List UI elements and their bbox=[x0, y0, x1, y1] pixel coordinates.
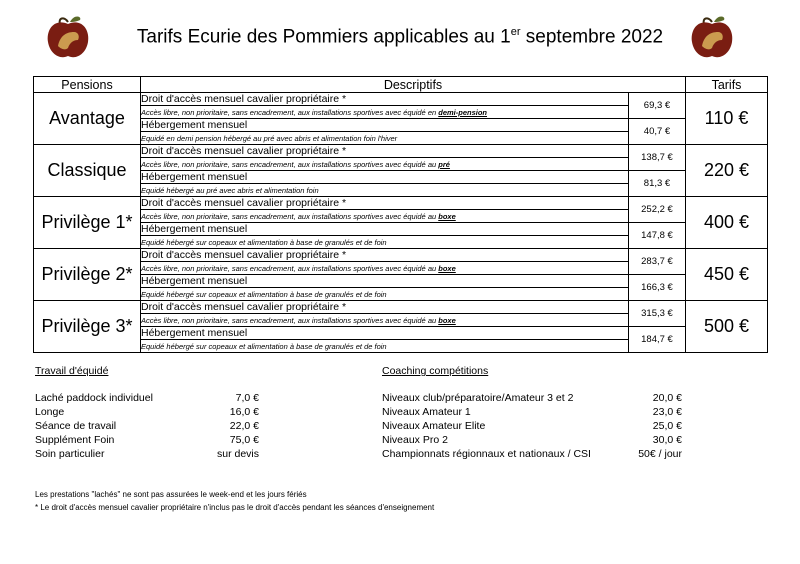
travail-title: Travail d'équidé bbox=[35, 365, 109, 377]
list-item-label: Niveaux Pro 2 bbox=[382, 434, 448, 446]
hebergement-label: Hébergement mensuel bbox=[141, 171, 629, 184]
tarif-total: 500 € bbox=[686, 301, 768, 353]
hebergement-label: Hébergement mensuel bbox=[141, 119, 629, 132]
hebergement-note: Equidé en demi pension hébergé au pré avec abris et alimentation foin l'hiver bbox=[141, 132, 629, 145]
footnote-droit-acces: * Le droit d'accès mensuel cavalier propriétaire n'inclus pas le droit d'accès pendant les séances d'enseignement bbox=[35, 503, 435, 512]
pension-row bbox=[34, 197, 768, 210]
tarif-total: 450 € bbox=[686, 249, 768, 301]
acces-label: Droit d'accès mensuel cavalier propriétaire * bbox=[141, 145, 629, 158]
list-item bbox=[35, 391, 259, 405]
acces-price: 138,7 € bbox=[629, 145, 686, 171]
pension-name: Privilège 3* bbox=[34, 301, 141, 353]
hebergement-label: Hébergement mensuel bbox=[141, 223, 629, 236]
list-item-label: Niveaux club/préparatoire/Amateur 3 et 2 bbox=[382, 392, 574, 404]
acces-label: Droit d'accès mensuel cavalier propriétaire * bbox=[141, 301, 629, 314]
tarif-total: 110 € bbox=[686, 93, 768, 145]
list-item-label: Séance de travail bbox=[35, 420, 117, 432]
list-item bbox=[35, 419, 259, 433]
pension-name: Classique bbox=[34, 145, 141, 197]
pension-row bbox=[34, 249, 768, 262]
acces-label: Droit d'accès mensuel cavalier propriétaire * bbox=[141, 197, 629, 210]
list-item bbox=[382, 433, 682, 447]
pricing-table bbox=[33, 76, 768, 353]
acces-label: Droit d'accès mensuel cavalier propriétaire * bbox=[141, 93, 629, 106]
header-pensions: Pensions bbox=[34, 77, 141, 93]
list-item bbox=[35, 433, 259, 447]
table-header-row bbox=[34, 77, 768, 93]
acces-note bbox=[141, 262, 629, 275]
acces-note-text: Accès libre, non prioritaire, sans encadrement, aux installations sportives avec équidé au bbox=[141, 159, 439, 169]
pension-name: Avantage bbox=[34, 93, 141, 145]
acces-note bbox=[141, 158, 629, 171]
list-item-value: 25,0 € bbox=[652, 420, 682, 432]
hebergement-row bbox=[34, 119, 768, 132]
list-item-value: sur devis bbox=[216, 448, 259, 460]
list-item-label: Longe bbox=[35, 406, 65, 418]
pension-name: Privilège 2* bbox=[34, 249, 141, 301]
hebergement-row bbox=[34, 223, 768, 236]
pension-row bbox=[34, 93, 768, 106]
list-item bbox=[35, 447, 259, 461]
acces-note-text: Accès libre, non prioritaire, sans encadrement, aux installations sportives avec équidé au bbox=[141, 211, 439, 221]
list-item-label: Championnats régionnaux et nationaux / CSI bbox=[382, 448, 591, 460]
hebergement-price: 166,3 € bbox=[629, 275, 686, 301]
list-item-value: 23,0 € bbox=[652, 406, 682, 418]
acces-label: Droit d'accès mensuel cavalier propriétaire * bbox=[141, 249, 629, 262]
table-body bbox=[34, 93, 768, 353]
acces-note-bold: boxe bbox=[438, 315, 456, 325]
list-item bbox=[382, 447, 682, 461]
list-item-label: Niveaux Amateur 1 bbox=[382, 406, 471, 418]
list-item bbox=[382, 405, 682, 419]
hebergement-price: 184,7 € bbox=[629, 327, 686, 353]
hebergement-note: Equidé hébergé sur copeaux et alimentation à base de granulés et de foin bbox=[141, 288, 629, 301]
hebergement-row bbox=[34, 275, 768, 288]
acces-price: 315,3 € bbox=[629, 301, 686, 327]
hebergement-row bbox=[34, 327, 768, 340]
travail-list bbox=[35, 391, 259, 461]
acces-note-bold: boxe bbox=[438, 263, 456, 273]
hebergement-label: Hébergement mensuel bbox=[141, 327, 629, 340]
coaching-title: Coaching compétitions bbox=[382, 365, 489, 377]
hebergement-note: Equidé hébergé sur copeaux et alimentation à base de granulés et de foin bbox=[141, 340, 629, 353]
hebergement-label: Hébergement mensuel bbox=[141, 275, 629, 288]
list-item-value: 20,0 € bbox=[652, 392, 682, 404]
acces-note-bold: pré bbox=[438, 159, 450, 169]
list-item bbox=[382, 419, 682, 433]
list-item-value: 50€ / jour bbox=[638, 448, 682, 460]
list-item-label: Niveaux Amateur Elite bbox=[382, 420, 486, 432]
acces-note-text: Accès libre, non prioritaire, sans encadrement, aux installations sportives avec équidé en bbox=[141, 107, 439, 117]
list-item-value: 30,0 € bbox=[652, 434, 682, 446]
list-item-value: 7,0 € bbox=[235, 392, 259, 404]
hebergement-note: Equidé hébergé au pré avec abris et alimentation foin bbox=[141, 184, 629, 197]
title-main: Tarifs Ecurie des Pommiers applicables au 1 bbox=[136, 26, 511, 48]
acces-note bbox=[141, 314, 629, 327]
acces-note-text: Accès libre, non prioritaire, sans encadrement, aux installations sportives avec équidé au bbox=[141, 263, 439, 273]
acces-note bbox=[141, 106, 629, 119]
pension-row bbox=[34, 301, 768, 314]
acces-note-text: Accès libre, non prioritaire, sans encadrement, aux installations sportives avec équidé au bbox=[141, 315, 439, 325]
list-item-label: Soin particulier bbox=[35, 448, 105, 460]
header-descriptifs: Descriptifs bbox=[141, 77, 686, 93]
hebergement-price: 147,8 € bbox=[629, 223, 686, 249]
list-item-value: 22,0 € bbox=[229, 420, 259, 432]
hebergement-price: 40,7 € bbox=[629, 119, 686, 145]
pension-name: Privilège 1* bbox=[34, 197, 141, 249]
coaching-list bbox=[382, 391, 682, 461]
list-item-label: Supplément Foin bbox=[35, 434, 115, 446]
hebergement-row bbox=[34, 171, 768, 184]
acces-note-bold: boxe bbox=[438, 211, 456, 221]
acces-price: 283,7 € bbox=[629, 249, 686, 275]
footnote-lache: Les prestations "lachés" ne sont pas assurées le week-end et les jours fériés bbox=[35, 490, 307, 499]
hebergement-price: 81,3 € bbox=[629, 171, 686, 197]
title-end: septembre 2022 bbox=[520, 26, 664, 48]
acces-note bbox=[141, 210, 629, 223]
acces-price: 252,2 € bbox=[629, 197, 686, 223]
acces-note-bold: demi-pension bbox=[438, 107, 488, 117]
title-superscript: er bbox=[510, 26, 521, 38]
list-item-label: Laché paddock individuel bbox=[35, 392, 153, 404]
hebergement-note: Equidé hébergé sur copeaux et alimentation à base de granulés et de foin bbox=[141, 236, 629, 249]
list-item bbox=[35, 405, 259, 419]
tarif-total: 400 € bbox=[686, 197, 768, 249]
acces-price: 69,3 € bbox=[629, 93, 686, 119]
pension-row bbox=[34, 145, 768, 158]
list-item-value: 75,0 € bbox=[229, 434, 259, 446]
tarif-total: 220 € bbox=[686, 145, 768, 197]
list-item bbox=[382, 391, 682, 405]
header-tarifs: Tarifs bbox=[686, 77, 768, 93]
list-item-value: 16,0 € bbox=[229, 406, 259, 418]
page-title bbox=[0, 26, 800, 48]
